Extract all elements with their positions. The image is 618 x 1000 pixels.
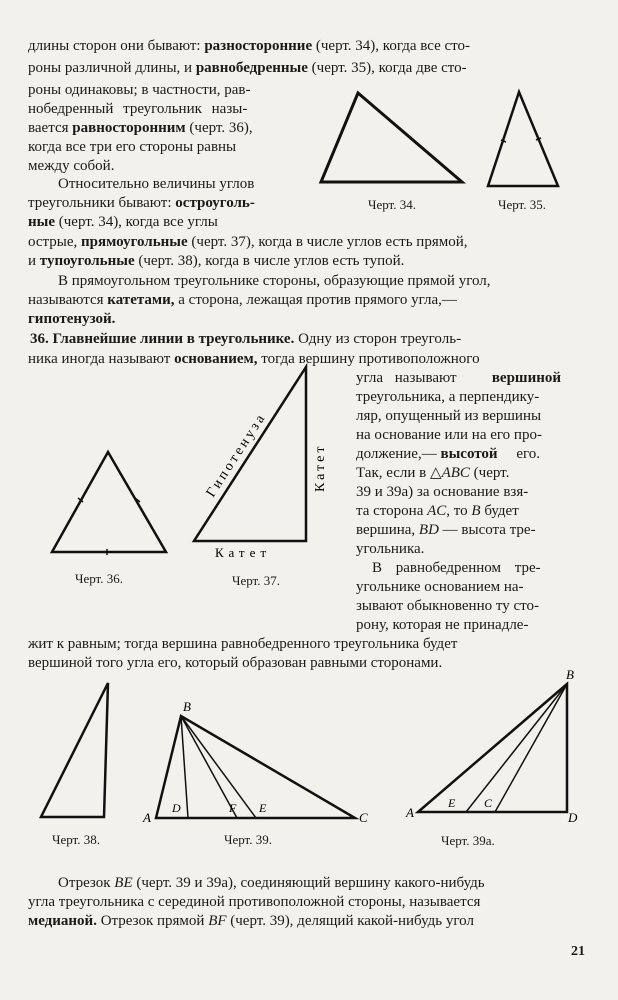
text-line: вершиной того угла его, который образован равными сторонами. [28,655,443,671]
text-line: треугольника, а перпендику- [356,389,540,405]
fig39a-label-D: D [568,810,578,825]
text-line: треугольники бывают: остроуголь- [28,195,255,211]
obtuse-triangle [41,683,108,817]
fig39a-label-B: B [566,667,574,682]
text-line: угла треугольника с серединой противоположной стороны, называется [28,894,481,910]
text-line: угольника. [356,541,425,557]
text-line: ляр, опущенный из вершины [356,408,542,424]
caption-34: Черт. 34. [368,197,417,212]
caption-39: Черт. 39. [224,832,273,847]
text-line: роны различной длины, и равнобедренные (черт. 35), когда две сто- [28,60,467,76]
text-line: 39 и 39а) за основание взя- [356,484,529,500]
leg-label-vertical: Катет [313,443,328,492]
fig39a-label-E: E [448,796,456,810]
fig39-label-C: C [359,810,368,825]
caption-37: Черт. 37. [232,573,281,588]
figure-39a [405,667,578,825]
text-line: и тупоугольные (черт. 38), когда в числе углов есть тупой. [28,253,405,269]
text-line: называются катетами, а сторона, лежащая против прямого угла,— [28,292,457,308]
fig39a-label-C: C [484,796,493,810]
fig39-label-E: E [259,801,267,815]
text-line: между собой. [28,158,115,174]
text-line: Так, если в △ABC (черт. [356,465,510,481]
caption-38: Черт. 38. [52,832,101,847]
text-line: рону, которая не принадле- [356,617,529,633]
section-heading: 36. Главнейшие линии в треугольнике. Одну из сторон треуголь- [30,331,462,347]
fig39a-label-A: A [406,805,414,820]
text-line: В равнобедренном тре- [372,560,541,576]
fig39-label-A: A [143,810,151,825]
text-line: медианой. Отрезок прямой BF (черт. 39), делящий какой-нибудь угол [28,913,474,929]
hypotenuse-label: Гипотенуза [203,409,270,501]
text-line: гипотенузой. [28,311,116,327]
figure-39 [142,699,368,825]
text-line: угольнике основанием на- [356,579,524,595]
text-line: зывают обыкновенно ту сто- [356,598,539,614]
text-line: ные (черт. 34), когда все углы [28,214,218,230]
text-line: угла называют вершиной [356,370,562,386]
text-line: должение,— высотой его. [356,446,540,462]
caption-35: Черт. 35. [498,197,547,212]
fig39-label-B: B [183,699,191,714]
text-line: вершина, BD — высота тре- [356,522,536,538]
text-line: роны одинаковы; в частности, рав- [28,82,251,98]
text-line: вается равносторонним (черт. 36), [28,120,253,136]
text-line: В прямоугольном треугольнике стороны, образующие прямой угол, [58,273,491,289]
fig39-label-F: F [229,801,237,815]
text-line: ника иногда называют основанием, тогда вершину противоположного [28,351,480,367]
leg-label-horizontal: Катет [215,545,272,560]
text-line: острые, прямоугольные (черт. 37), когда в числе углов есть прямой, [28,234,468,250]
text-line: та сторона AC, то B будет [356,503,519,519]
caption-36: Черт. 36. [75,571,124,586]
text-line: Относительно величины углов [58,176,255,192]
text-line: когда все три его стороны равны [28,139,237,155]
caption-39a: Черт. 39а. [441,833,495,848]
text-line: на основание или на его про- [356,427,542,443]
fig39-label-D: D [172,801,181,815]
text-line: жит к равным; тогда вершина равнобедренного треугольника будет [28,636,458,652]
page-number: 21 [571,944,585,959]
text-line: Отрезок BE (черт. 39 и 39а), соединяющий вершину какого-нибудь [58,875,485,891]
text-line: нобедренный треугольник назы- [28,101,248,117]
text-line: длины сторон они бывают: разносторонние (черт. 34), когда все сто- [28,38,471,54]
